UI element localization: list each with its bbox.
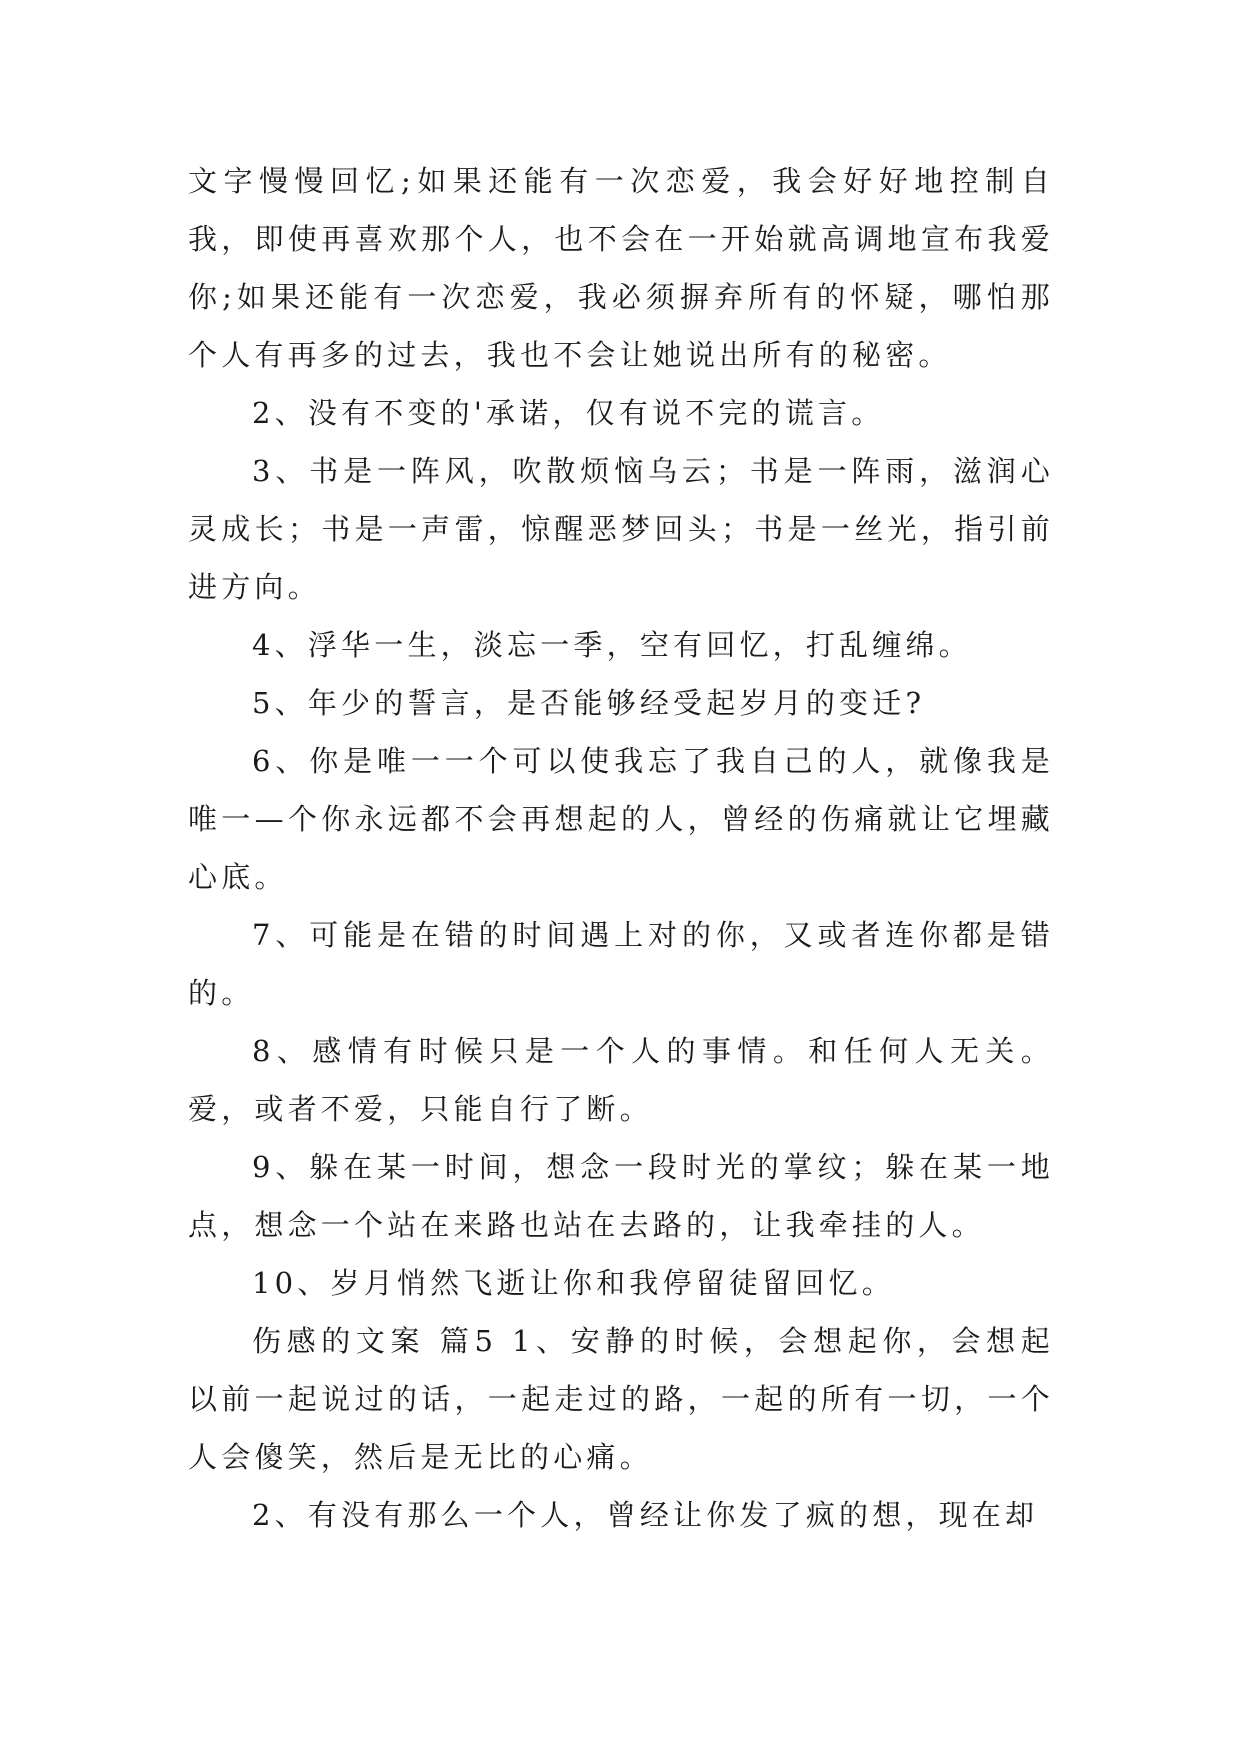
paragraph-3: 3、书是一阵风，吹散烦恼乌云；书是一阵雨，滋润心灵成长；书是一声雷，惊醒恶梦回头；书是一丝光，指引前进方向。 (188, 454, 1054, 604)
paragraph-10: 10、岁月悄然飞逝让你和我停留徒留回忆。 (252, 1266, 895, 1300)
paragraph-2: 2、没有不变的'承诺，仅有说不完的谎言。 (252, 396, 885, 430)
paragraph-4: 4、浮华一生，淡忘一季，空有回忆，打乱缠绵。 (252, 628, 972, 662)
paragraph-9: 9、躲在某一时间，想念一段时光的掌纹；躲在某一地点，想念一个站在来路也站在去路的，让我牵挂的人。 (188, 1150, 1054, 1242)
paragraph-8: 8、感情有时候只是一个人的事情。和任何人无关。爱，或者不爱，只能自行了断。 (188, 1034, 1054, 1126)
paragraph-6: 6、你是唯一一个可以使我忘了我自己的人，就像我是唯一—个你永远都不会再想起的人，曾经的伤痛就让它埋藏心底。 (188, 744, 1054, 894)
paragraph-7: 7、可能是在错的时间遇上对的你，又或者连你都是错的。 (188, 918, 1054, 1010)
paragraph-1: 文字慢慢回忆;如果还能有一次恋爱，我会好好地控制自我，即使再喜欢那个人，也不会在一开始就高调地宣布我爱你;如果还能有一次恋爱，我必须摒弃所有的怀疑，哪怕那个人有再多的过去，我也不会让她说出所有的秘密。 (188, 164, 1054, 372)
document-body (188, 152, 1054, 1544)
paragraph-11: 伤感的文案 篇5 1、安静的时候，会想起你，会想起以前一起说过的话，一起走过的路，一起的所有一切，一个人会傻笑，然后是无比的心痛。 (188, 1324, 1054, 1474)
paragraph-12: 2、有没有那么一个人，曾经让你发了疯的想，现在却 (252, 1498, 1039, 1532)
paragraph-5: 5、年少的誓言，是否能够经受起岁月的变迁? (252, 686, 926, 720)
